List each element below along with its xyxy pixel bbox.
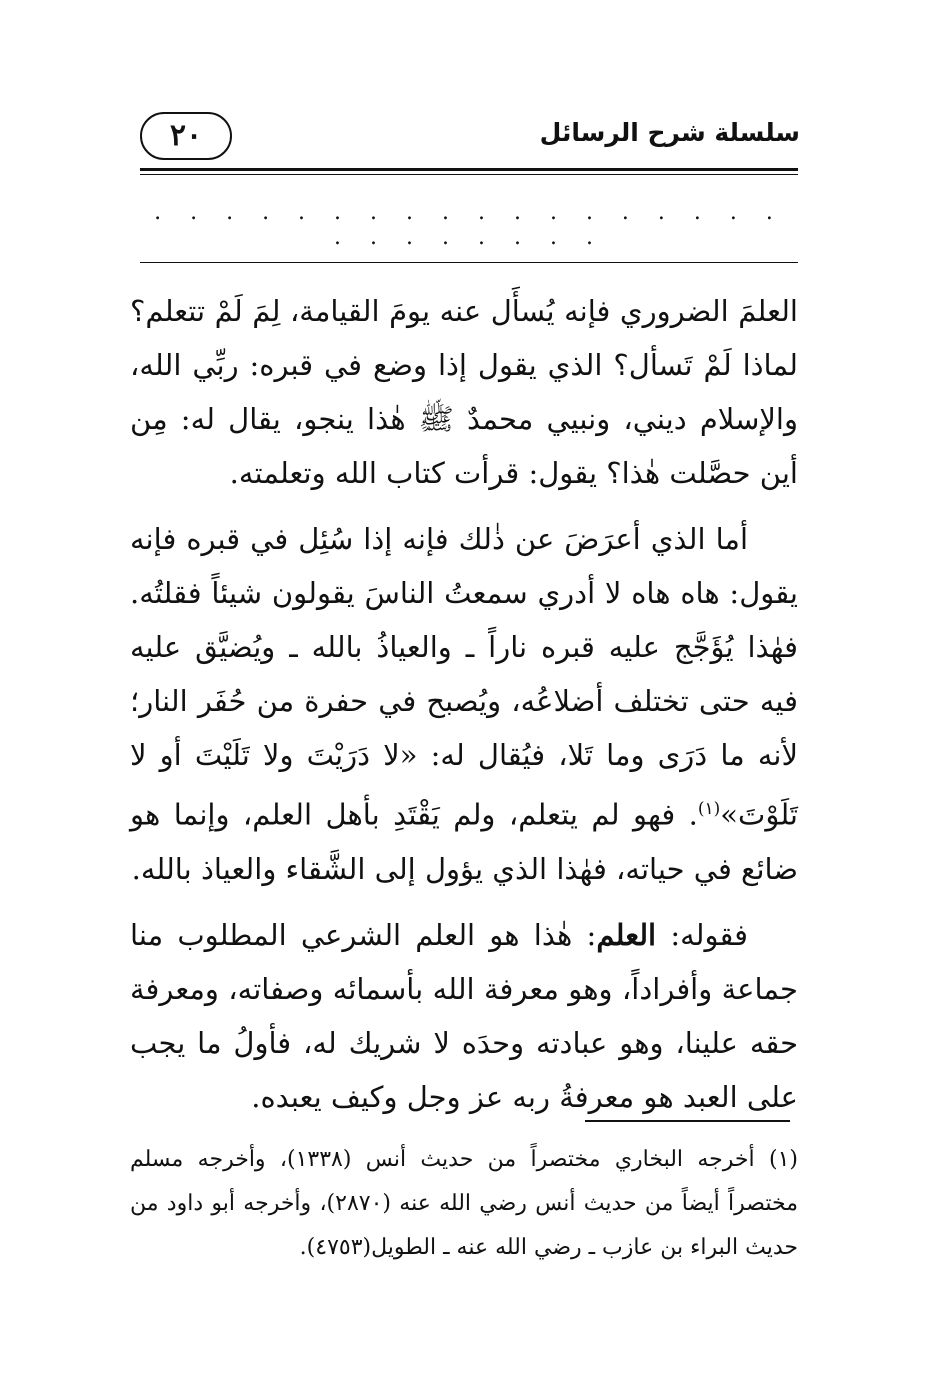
footnote-rule: [585, 1120, 790, 1122]
paragraph-2: [130, 512, 798, 896]
series-title: سلسلة شرح الرسائل: [539, 118, 800, 147]
header-rule-thin: [140, 174, 798, 175]
paragraph-3-term: العلم: [596, 917, 657, 952]
paragraph-3-body: : هٰذا هو العلم الشرعي المطلوب منا جماعة وأفراداً، وهو معرفة الله بأسمائه وصفاته، ومعرفة حقه علينا، وهو عبادته وحدَه لا شريك له، فأولُ ما يجب على العبد هو معرفةُ ربه عز وجل وكيف يعبده.: [130, 917, 798, 1114]
dotted-separator: . . . . . . . . . . . . . . . . . . . . . . . . . .: [154, 200, 784, 250]
footnote-ref[interactable]: (١): [697, 799, 721, 819]
page-header: [140, 112, 800, 164]
paragraph-2-tail: . فهو لم يتعلم، ولم يَقْتَدِ بأهل العلم، وإنما هو ضائع في حياته، فهٰذا الذي يؤول إلى الشَّقاء والعياذ بالله.: [130, 797, 798, 886]
main-text: [130, 284, 798, 1136]
header-rule-thick: [140, 168, 798, 171]
paragraph-3-lead: فقوله:: [656, 917, 748, 952]
section-rule: [140, 262, 798, 263]
footnote: (١) أخرجه البخاري مختصراً من حديث أنس (١٣٣٨)، وأخرجه مسلم مختصراً أيضاً من حديث أنس رضي الله عنه (٢٨٧٠)، وأخرجه أبو داود من حديث البراء بن عازب ـ رضي الله عنه ـ الطويل(٤٧٥٣).: [130, 1147, 798, 1260]
paragraph-2-text: أما الذي أعرَضَ عن ذٰلك فإنه إذا سُئِل في قبره فإنه يقول: هاه هاه لا أدري سمعتُ الناسَ يقولون شيئاً فقلتُه. فهٰذا يُؤَجَّج عليه قبره ناراً ـ والعياذُ بالله ـ ويُضيَّق عليه فيه حتى تختلف أضلاعُه، ويُصبح في حفرة من حُفَر النار؛ لأنه ما دَرَى وما تَلا، فيُقال له: «لا دَرَيْتَ ولا تَلَيْتَ أو لا تَلَوْتَ»: [130, 522, 798, 832]
page-number: ٢٠: [140, 112, 232, 160]
paragraph-3: [130, 908, 798, 1124]
paragraph-1: العلمَ الضروري فإنه يُسأَل عنه يومَ القيامة، لِمَ لَمْ تتعلم؟ لماذا لَمْ تَسأل؟ الذي يقول إذا وضع في قبره: ربِّي الله، والإسلام ديني، ونبيي محمدٌ ﷺ هٰذا ينجو، يقال له: مِن أين حصَّلت هٰذا؟ يقول: قرأت كتاب الله وتعلمته.: [130, 294, 798, 490]
